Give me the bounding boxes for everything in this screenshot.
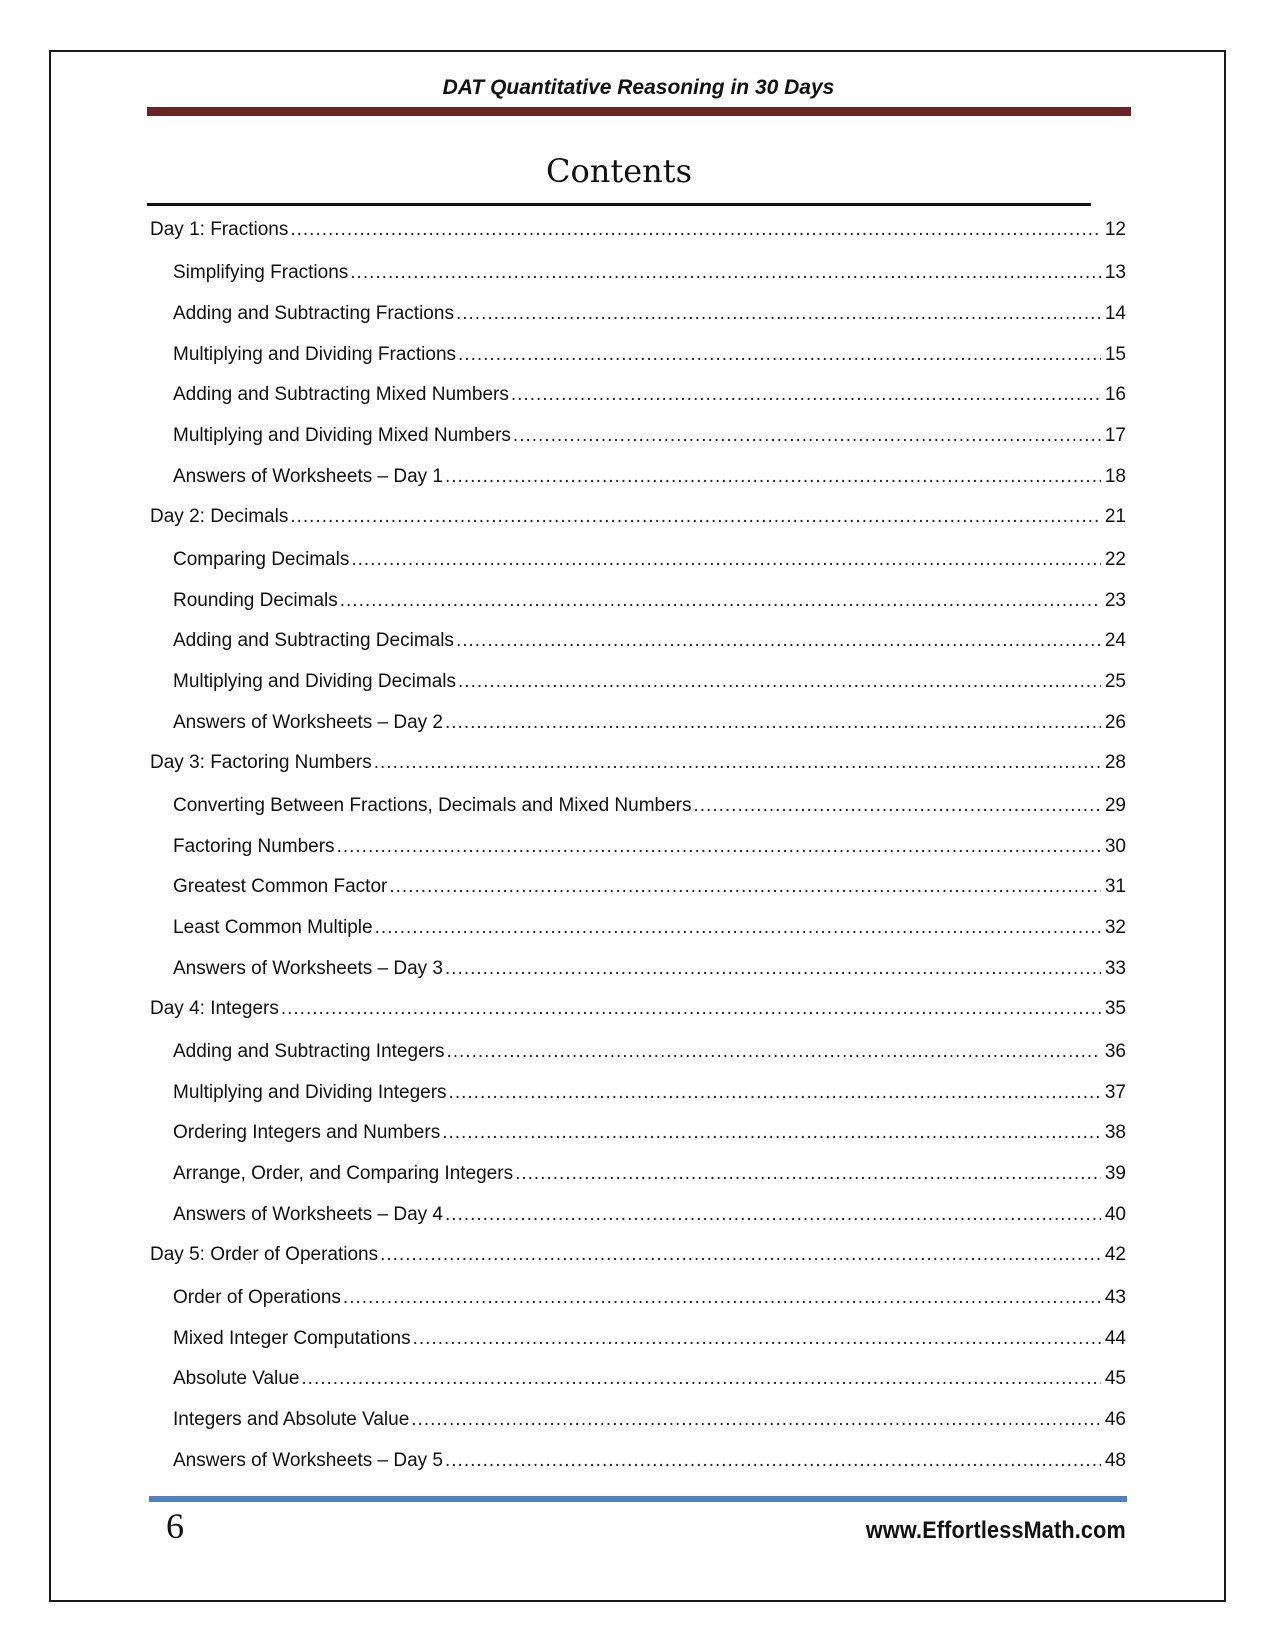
toc-entry-page: 25 bbox=[1104, 671, 1126, 693]
dot-leader bbox=[374, 752, 1101, 775]
toc-entry-page: 16 bbox=[1104, 384, 1126, 406]
toc-entry-section[interactable] bbox=[150, 663, 1126, 704]
toc-entry-section[interactable] bbox=[150, 376, 1126, 417]
toc-entry-section[interactable] bbox=[150, 909, 1126, 950]
toc-entry-title: Multiplying and Dividing Mixed Numbers bbox=[173, 425, 511, 447]
toc-entry-section[interactable] bbox=[150, 458, 1126, 499]
toc-entry-title: Mixed Integer Computations bbox=[173, 1327, 411, 1349]
toc-entry-title: Answers of Worksheets – Day 1 bbox=[173, 465, 443, 487]
toc-entry-title: Factoring Numbers bbox=[173, 835, 335, 857]
toc-entry-section[interactable] bbox=[150, 541, 1126, 582]
toc-entry-title: Order of Operations bbox=[173, 1286, 341, 1308]
dot-leader bbox=[389, 876, 1101, 899]
toc-entry-title: Rounding Decimals bbox=[173, 589, 338, 611]
toc-entry-section[interactable] bbox=[150, 1401, 1126, 1442]
toc-entry-section[interactable] bbox=[150, 1442, 1126, 1483]
toc-entry-page: 31 bbox=[1104, 876, 1126, 898]
toc-entry-page: 45 bbox=[1104, 1368, 1126, 1390]
toc-entry-page: 36 bbox=[1104, 1040, 1126, 1062]
toc-entry-title: Answers of Worksheets – Day 2 bbox=[173, 711, 443, 733]
toc-entry-page: 22 bbox=[1104, 548, 1126, 570]
dot-leader bbox=[337, 836, 1101, 859]
toc-entry-section[interactable] bbox=[150, 1033, 1126, 1074]
toc-entry-page: 43 bbox=[1104, 1286, 1126, 1308]
toc-entry-page: 14 bbox=[1104, 302, 1126, 324]
dot-leader bbox=[445, 466, 1101, 489]
toc-entry-section[interactable] bbox=[150, 1196, 1126, 1237]
dot-leader bbox=[290, 506, 1101, 529]
toc-entry-page: 28 bbox=[1104, 751, 1126, 773]
toc-entry-title: Answers of Worksheets – Day 3 bbox=[173, 957, 443, 979]
toc-entry-page: 32 bbox=[1104, 917, 1126, 939]
table-of-contents bbox=[150, 212, 1126, 1483]
toc-entry-title: Day 4: Integers bbox=[150, 997, 279, 1019]
toc-entry-page: 30 bbox=[1104, 835, 1126, 857]
footer-rule bbox=[149, 1496, 1127, 1502]
toc-entry-day[interactable] bbox=[150, 991, 1126, 1033]
toc-entry-page: 15 bbox=[1104, 343, 1126, 365]
toc-entry-page: 13 bbox=[1104, 262, 1126, 283]
dot-leader bbox=[301, 1368, 1100, 1391]
toc-entry-title: Day 5: Order of Operations bbox=[150, 1243, 379, 1265]
toc-entry-section[interactable] bbox=[150, 1320, 1126, 1361]
toc-entry-page: 46 bbox=[1104, 1409, 1126, 1431]
dot-leader bbox=[511, 384, 1101, 407]
toc-entry-page: 24 bbox=[1104, 630, 1126, 652]
toc-entry-page: 44 bbox=[1104, 1327, 1126, 1349]
toc-entry-day[interactable] bbox=[150, 745, 1126, 787]
toc-entry-title: Answers of Worksheets – Day 4 bbox=[173, 1203, 443, 1225]
dot-leader bbox=[281, 998, 1101, 1021]
dot-leader bbox=[411, 1409, 1101, 1432]
toc-entry-title: Adding and Subtracting Integers bbox=[173, 1040, 445, 1062]
dot-leader bbox=[515, 1163, 1101, 1186]
toc-entry-page: 23 bbox=[1104, 589, 1126, 611]
toc-entry-title: Multiplying and Dividing Integers bbox=[173, 1081, 447, 1103]
dot-leader bbox=[351, 549, 1101, 572]
toc-entry-section[interactable] bbox=[150, 787, 1126, 828]
toc-entry-title: Ordering Integers and Numbers bbox=[173, 1122, 441, 1144]
toc-entry-page: 21 bbox=[1104, 505, 1126, 527]
toc-entry-day[interactable] bbox=[150, 499, 1126, 541]
toc-entry-page: 17 bbox=[1104, 425, 1126, 447]
toc-entry-section[interactable] bbox=[150, 1155, 1126, 1196]
page-title: Contents bbox=[545, 152, 693, 190]
toc-entry-section[interactable] bbox=[150, 336, 1126, 377]
toc-entry-section[interactable] bbox=[150, 295, 1126, 336]
toc-entry-day[interactable] bbox=[150, 1237, 1126, 1279]
toc-entry-title: Integers and Absolute Value bbox=[173, 1409, 410, 1431]
toc-entry-title: Simplifying Fractions bbox=[173, 262, 349, 283]
toc-entry-title: Least Common Multiple bbox=[173, 917, 373, 939]
toc-entry-page: 29 bbox=[1104, 794, 1126, 816]
toc-entry-page: 48 bbox=[1104, 1449, 1126, 1471]
dot-leader bbox=[445, 712, 1101, 735]
dot-leader bbox=[343, 1287, 1101, 1310]
dot-leader bbox=[446, 1041, 1100, 1064]
toc-entry-page: 18 bbox=[1104, 465, 1126, 487]
toc-entry-title: Greatest Common Factor bbox=[173, 876, 388, 898]
toc-entry-title: Adding and Subtracting Mixed Numbers bbox=[173, 384, 509, 406]
toc-entry-page: 33 bbox=[1104, 957, 1126, 979]
dot-leader bbox=[458, 344, 1101, 367]
toc-entry-section[interactable] bbox=[150, 950, 1126, 991]
toc-entry-section[interactable] bbox=[150, 1074, 1126, 1115]
dot-leader bbox=[340, 590, 1101, 613]
toc-entry-title: Adding and Subtracting Fractions bbox=[173, 302, 454, 324]
toc-entry-title: Converting Between Fractions, Decimals and Mixed Numbers bbox=[173, 794, 692, 816]
dot-leader bbox=[458, 671, 1101, 694]
toc-entry-title: Arrange, Order, and Comparing Integers bbox=[173, 1163, 514, 1185]
toc-entry-title: Day 1: Fractions bbox=[150, 219, 289, 240]
toc-entry-title: Multiplying and Dividing Decimals bbox=[173, 671, 457, 693]
toc-entry-section[interactable] bbox=[150, 1114, 1126, 1155]
dot-leader bbox=[442, 1122, 1101, 1145]
dot-leader bbox=[290, 219, 1101, 242]
website-link[interactable]: www.EffortlessMath.com bbox=[865, 1517, 1126, 1544]
toc-entry-title: Absolute Value bbox=[173, 1368, 300, 1390]
toc-entry-page: 39 bbox=[1104, 1163, 1126, 1185]
dot-leader bbox=[380, 1244, 1101, 1267]
toc-entry-section[interactable] bbox=[150, 828, 1126, 869]
toc-entry-title: Day 3: Factoring Numbers bbox=[150, 751, 372, 773]
toc-entry-section[interactable] bbox=[150, 1360, 1126, 1401]
dot-leader bbox=[350, 262, 1101, 285]
title-rule bbox=[147, 203, 1091, 206]
toc-entry-page: 40 bbox=[1104, 1203, 1126, 1225]
dot-leader bbox=[449, 1082, 1101, 1105]
toc-entry-page: 35 bbox=[1104, 997, 1126, 1019]
toc-entry-section[interactable] bbox=[150, 868, 1126, 909]
toc-entry-page: 38 bbox=[1104, 1122, 1126, 1144]
dot-leader bbox=[445, 958, 1101, 981]
dot-leader bbox=[445, 1450, 1101, 1473]
toc-entry-section[interactable] bbox=[150, 417, 1126, 458]
dot-leader bbox=[456, 303, 1101, 326]
toc-entry-title: Day 2: Decimals bbox=[150, 505, 289, 527]
header-rule bbox=[147, 107, 1131, 116]
toc-entry-title: Answers of Worksheets – Day 5 bbox=[173, 1449, 443, 1471]
toc-entry-page: 37 bbox=[1104, 1081, 1126, 1103]
toc-entry-section[interactable] bbox=[150, 704, 1126, 745]
dot-leader bbox=[694, 795, 1101, 818]
toc-entry-section[interactable] bbox=[150, 1279, 1126, 1320]
toc-entry-title: Multiplying and Dividing Fractions bbox=[173, 343, 457, 365]
toc-entry-title: Comparing Decimals bbox=[173, 548, 350, 570]
toc-entry-page: 12 bbox=[1104, 219, 1126, 240]
toc-entry-page: 42 bbox=[1104, 1243, 1126, 1265]
toc-entry-section[interactable] bbox=[150, 582, 1126, 623]
toc-entry-section[interactable] bbox=[150, 254, 1126, 295]
page-number: 6 bbox=[166, 1506, 184, 1546]
toc-entry-page: 26 bbox=[1104, 711, 1126, 733]
dot-leader bbox=[445, 1204, 1101, 1227]
toc-entry-section[interactable] bbox=[150, 622, 1126, 663]
dot-leader bbox=[375, 917, 1101, 940]
dot-leader bbox=[513, 425, 1101, 448]
dot-leader bbox=[456, 630, 1101, 653]
toc-entry-title: Adding and Subtracting Decimals bbox=[173, 630, 454, 652]
running-header: DAT Quantitative Reasoning in 30 Days bbox=[442, 76, 835, 99]
dot-leader bbox=[413, 1328, 1101, 1351]
toc-entry-day[interactable] bbox=[150, 212, 1126, 254]
